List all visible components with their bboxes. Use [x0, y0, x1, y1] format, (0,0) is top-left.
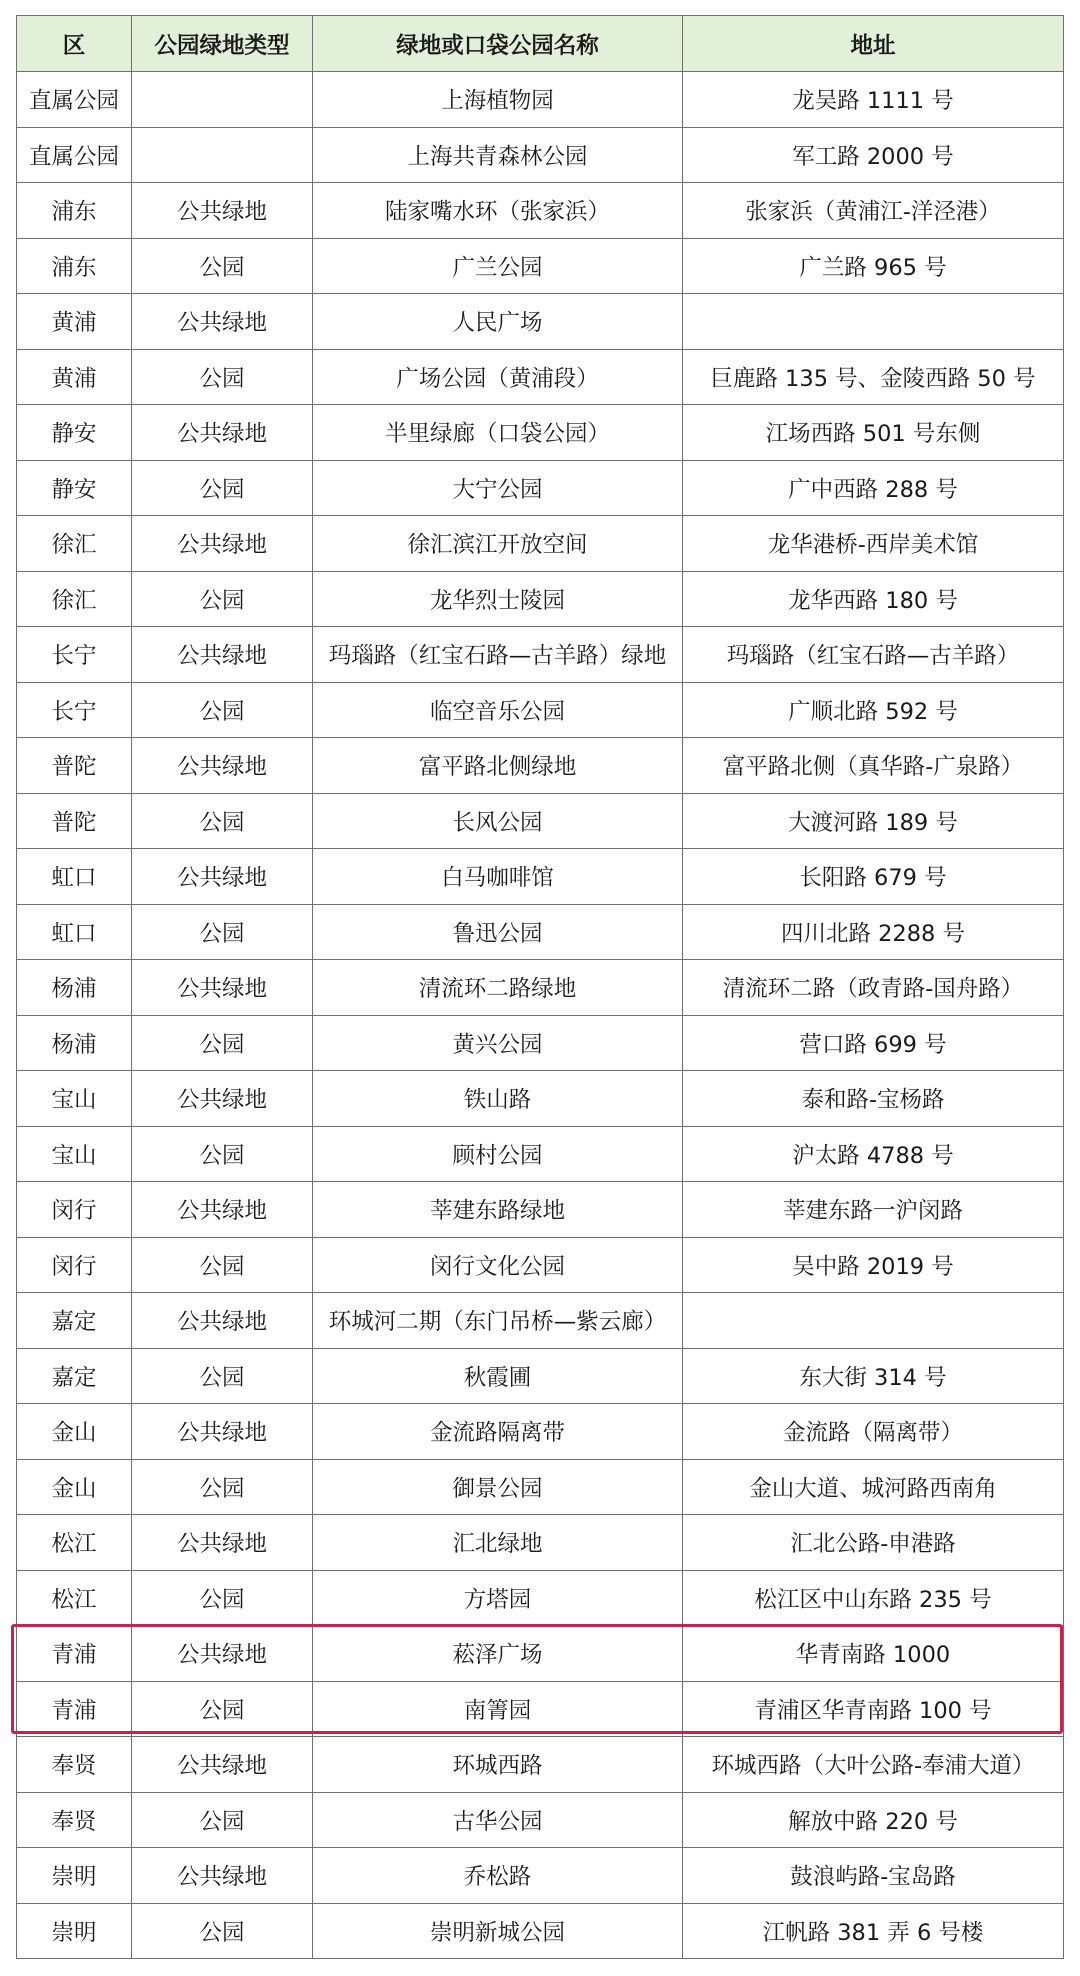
cell-green-type: 公共绿地 — [132, 1626, 313, 1682]
cell-green-type: 公共绿地 — [132, 1293, 313, 1349]
cell-park-name: 半里绿廊（口袋公园） — [313, 405, 683, 461]
cell-green-type: 公园 — [132, 238, 313, 294]
table-header-row — [17, 16, 1064, 72]
cell-green-type: 公共绿地 — [132, 516, 313, 572]
cell-green-type: 公共绿地 — [132, 1071, 313, 1127]
table-row — [17, 1071, 1064, 1127]
cell-green-type: 公共绿地 — [132, 294, 313, 350]
table-row — [17, 1737, 1064, 1793]
table-row — [17, 1293, 1064, 1349]
cell-address: 长阳路 679 号 — [683, 849, 1064, 905]
table-row — [17, 1348, 1064, 1404]
cell-district: 金山 — [17, 1404, 132, 1460]
cell-park-name: 富平路北侧绿地 — [313, 738, 683, 794]
cell-park-name: 崇明新城公园 — [313, 1903, 683, 1959]
cell-park-name: 菘泽广场 — [313, 1626, 683, 1682]
cell-park-name: 上海植物园 — [313, 72, 683, 128]
cell-district: 闵行 — [17, 1182, 132, 1238]
cell-address: 松江区中山东路 235 号 — [683, 1570, 1064, 1626]
table-row — [17, 1237, 1064, 1293]
cell-park-name: 闵行文化公园 — [313, 1237, 683, 1293]
cell-address — [683, 294, 1064, 350]
cell-green-type: 公共绿地 — [132, 960, 313, 1016]
cell-park-name: 陆家嘴水环（张家浜） — [313, 183, 683, 239]
table-row — [17, 1404, 1064, 1460]
cell-green-type: 公园 — [132, 1903, 313, 1959]
cell-park-name: 广场公园（黄浦段） — [313, 349, 683, 405]
cell-address: 莘建东路一沪闵路 — [683, 1182, 1064, 1238]
cell-green-type: 公共绿地 — [132, 1182, 313, 1238]
cell-green-type: 公共绿地 — [132, 1737, 313, 1793]
table-row — [17, 516, 1064, 572]
cell-district: 崇明 — [17, 1848, 132, 1904]
cell-park-name: 金流路隔离带 — [313, 1404, 683, 1460]
cell-address: 龙华西路 180 号 — [683, 571, 1064, 627]
cell-address: 四川北路 2288 号 — [683, 904, 1064, 960]
table-row — [17, 460, 1064, 516]
cell-district: 嘉定 — [17, 1293, 132, 1349]
table-body — [17, 72, 1064, 1959]
cell-address: 广顺北路 592 号 — [683, 682, 1064, 738]
cell-district: 松江 — [17, 1570, 132, 1626]
table-row — [17, 72, 1064, 128]
cell-address: 金山大道、城河路西南角 — [683, 1459, 1064, 1515]
cell-address: 解放中路 220 号 — [683, 1792, 1064, 1848]
cell-park-name: 鲁迅公园 — [313, 904, 683, 960]
cell-address: 沪太路 4788 号 — [683, 1126, 1064, 1182]
cell-address: 环城西路（大叶公路-奉浦大道） — [683, 1737, 1064, 1793]
cell-park-name: 方塔园 — [313, 1570, 683, 1626]
cell-district: 宝山 — [17, 1071, 132, 1127]
table-row — [17, 1792, 1064, 1848]
cell-green-type: 公共绿地 — [132, 738, 313, 794]
table-row — [17, 571, 1064, 627]
cell-address: 广兰路 965 号 — [683, 238, 1064, 294]
cell-district: 徐汇 — [17, 516, 132, 572]
table-row — [17, 1681, 1064, 1737]
table-row — [17, 1515, 1064, 1571]
cell-district: 闵行 — [17, 1237, 132, 1293]
cell-district: 青浦 — [17, 1681, 132, 1737]
table-row — [17, 849, 1064, 905]
cell-park-name: 秋霞圃 — [313, 1348, 683, 1404]
cell-district: 奉贤 — [17, 1792, 132, 1848]
table-row — [17, 127, 1064, 183]
cell-district: 松江 — [17, 1515, 132, 1571]
cell-park-name: 大宁公园 — [313, 460, 683, 516]
table-row — [17, 294, 1064, 350]
cell-address: 金流路（隔离带） — [683, 1404, 1064, 1460]
cell-green-type: 公园 — [132, 1459, 313, 1515]
cell-green-type: 公园 — [132, 571, 313, 627]
cell-district: 崇明 — [17, 1903, 132, 1959]
cell-district: 浦东 — [17, 183, 132, 239]
cell-green-type: 公园 — [132, 1792, 313, 1848]
cell-green-type: 公共绿地 — [132, 849, 313, 905]
cell-green-type: 公共绿地 — [132, 1848, 313, 1904]
header-park-name: 绿地或口袋公园名称 — [313, 16, 683, 72]
cell-green-type: 公园 — [132, 1015, 313, 1071]
table-row — [17, 627, 1064, 683]
cell-address: 东大街 314 号 — [683, 1348, 1064, 1404]
cell-green-type — [132, 127, 313, 183]
cell-district: 静安 — [17, 460, 132, 516]
table-row — [17, 1570, 1064, 1626]
cell-park-name: 龙华烈士陵园 — [313, 571, 683, 627]
cell-address: 鼓浪屿路-宝岛路 — [683, 1848, 1064, 1904]
cell-green-type: 公园 — [132, 1348, 313, 1404]
cell-park-name: 临空音乐公园 — [313, 682, 683, 738]
cell-park-name: 清流环二路绿地 — [313, 960, 683, 1016]
cell-district: 杨浦 — [17, 1015, 132, 1071]
cell-green-type: 公共绿地 — [132, 405, 313, 461]
table-row — [17, 960, 1064, 1016]
cell-address: 巨鹿路 135 号、金陵西路 50 号 — [683, 349, 1064, 405]
header-address: 地址 — [683, 16, 1064, 72]
cell-green-type: 公园 — [132, 1681, 313, 1737]
table-row — [17, 1182, 1064, 1238]
cell-park-name: 人民广场 — [313, 294, 683, 350]
cell-address: 清流环二路（政青路-国舟路） — [683, 960, 1064, 1016]
cell-address: 大渡河路 189 号 — [683, 793, 1064, 849]
cell-green-type: 公园 — [132, 793, 313, 849]
cell-green-type: 公园 — [132, 1126, 313, 1182]
cell-park-name: 环城河二期（东门吊桥—紫云廊） — [313, 1293, 683, 1349]
cell-district: 黄浦 — [17, 294, 132, 350]
cell-green-type: 公园 — [132, 1237, 313, 1293]
table-row — [17, 904, 1064, 960]
cell-green-type: 公共绿地 — [132, 1515, 313, 1571]
cell-park-name: 环城西路 — [313, 1737, 683, 1793]
cell-park-name: 铁山路 — [313, 1071, 683, 1127]
table-row — [17, 183, 1064, 239]
cell-district: 静安 — [17, 405, 132, 461]
cell-address: 江场西路 501 号东侧 — [683, 405, 1064, 461]
cell-green-type: 公园 — [132, 1570, 313, 1626]
cell-district: 青浦 — [17, 1626, 132, 1682]
table-row — [17, 349, 1064, 405]
cell-park-name: 汇北绿地 — [313, 1515, 683, 1571]
table-row — [17, 682, 1064, 738]
cell-district: 虹口 — [17, 849, 132, 905]
cell-address: 龙华港桥-西岸美术馆 — [683, 516, 1064, 572]
cell-park-name: 上海共青森林公园 — [313, 127, 683, 183]
cell-district: 直属公园 — [17, 127, 132, 183]
cell-district: 直属公园 — [17, 72, 132, 128]
cell-green-type: 公园 — [132, 349, 313, 405]
cell-green-type: 公园 — [132, 460, 313, 516]
table-row — [17, 793, 1064, 849]
table-row — [17, 1015, 1064, 1071]
table-row — [17, 1626, 1064, 1682]
cell-park-name: 御景公园 — [313, 1459, 683, 1515]
cell-green-type: 公园 — [132, 682, 313, 738]
cell-address: 玛瑙路（红宝石路—古羊路） — [683, 627, 1064, 683]
cell-address: 华青南路 1000 — [683, 1626, 1064, 1682]
cell-park-name: 徐汇滨江开放空间 — [313, 516, 683, 572]
cell-address — [683, 1293, 1064, 1349]
cell-park-name: 莘建东路绿地 — [313, 1182, 683, 1238]
cell-address: 富平路北侧（真华路-广泉路） — [683, 738, 1064, 794]
cell-district: 长宁 — [17, 627, 132, 683]
cell-park-name: 长风公园 — [313, 793, 683, 849]
cell-address: 龙吴路 1111 号 — [683, 72, 1064, 128]
cell-green-type: 公共绿地 — [132, 1404, 313, 1460]
cell-park-name: 广兰公园 — [313, 238, 683, 294]
cell-green-type: 公园 — [132, 904, 313, 960]
cell-green-type: 公共绿地 — [132, 183, 313, 239]
cell-park-name: 黄兴公园 — [313, 1015, 683, 1071]
cell-park-name: 白马咖啡馆 — [313, 849, 683, 905]
header-district: 区 — [17, 16, 132, 72]
cell-address: 张家浜（黄浦江-洋泾港） — [683, 183, 1064, 239]
cell-district: 徐汇 — [17, 571, 132, 627]
cell-district: 宝山 — [17, 1126, 132, 1182]
table-row — [17, 1848, 1064, 1904]
cell-district: 长宁 — [17, 682, 132, 738]
cell-district: 嘉定 — [17, 1348, 132, 1404]
cell-district: 黄浦 — [17, 349, 132, 405]
cell-district: 杨浦 — [17, 960, 132, 1016]
cell-green-type: 公共绿地 — [132, 627, 313, 683]
cell-address: 汇北公路-申港路 — [683, 1515, 1064, 1571]
cell-address: 泰和路-宝杨路 — [683, 1071, 1064, 1127]
cell-address: 青浦区华青南路 100 号 — [683, 1681, 1064, 1737]
table-row — [17, 1459, 1064, 1515]
header-green-type: 公园绿地类型 — [132, 16, 313, 72]
cell-district: 奉贤 — [17, 1737, 132, 1793]
cell-green-type — [132, 72, 313, 128]
cell-park-name: 古华公园 — [313, 1792, 683, 1848]
cell-park-name: 玛瑙路（红宝石路—古羊路）绿地 — [313, 627, 683, 683]
cell-park-name: 顾村公园 — [313, 1126, 683, 1182]
cell-address: 江帆路 381 弄 6 号楼 — [683, 1903, 1064, 1959]
cell-address: 营口路 699 号 — [683, 1015, 1064, 1071]
parks-table-container — [16, 15, 1063, 1959]
table-row — [17, 405, 1064, 461]
table-row — [17, 1126, 1064, 1182]
cell-district: 金山 — [17, 1459, 132, 1515]
cell-park-name: 南箐园 — [313, 1681, 683, 1737]
cell-district: 普陀 — [17, 793, 132, 849]
cell-address: 吴中路 2019 号 — [683, 1237, 1064, 1293]
table-row — [17, 1903, 1064, 1959]
cell-district: 普陀 — [17, 738, 132, 794]
cell-address: 军工路 2000 号 — [683, 127, 1064, 183]
table-row — [17, 238, 1064, 294]
table-row — [17, 738, 1064, 794]
cell-address: 广中西路 288 号 — [683, 460, 1064, 516]
cell-district: 虹口 — [17, 904, 132, 960]
cell-park-name: 乔松路 — [313, 1848, 683, 1904]
parks-table — [16, 15, 1064, 1959]
cell-district: 浦东 — [17, 238, 132, 294]
